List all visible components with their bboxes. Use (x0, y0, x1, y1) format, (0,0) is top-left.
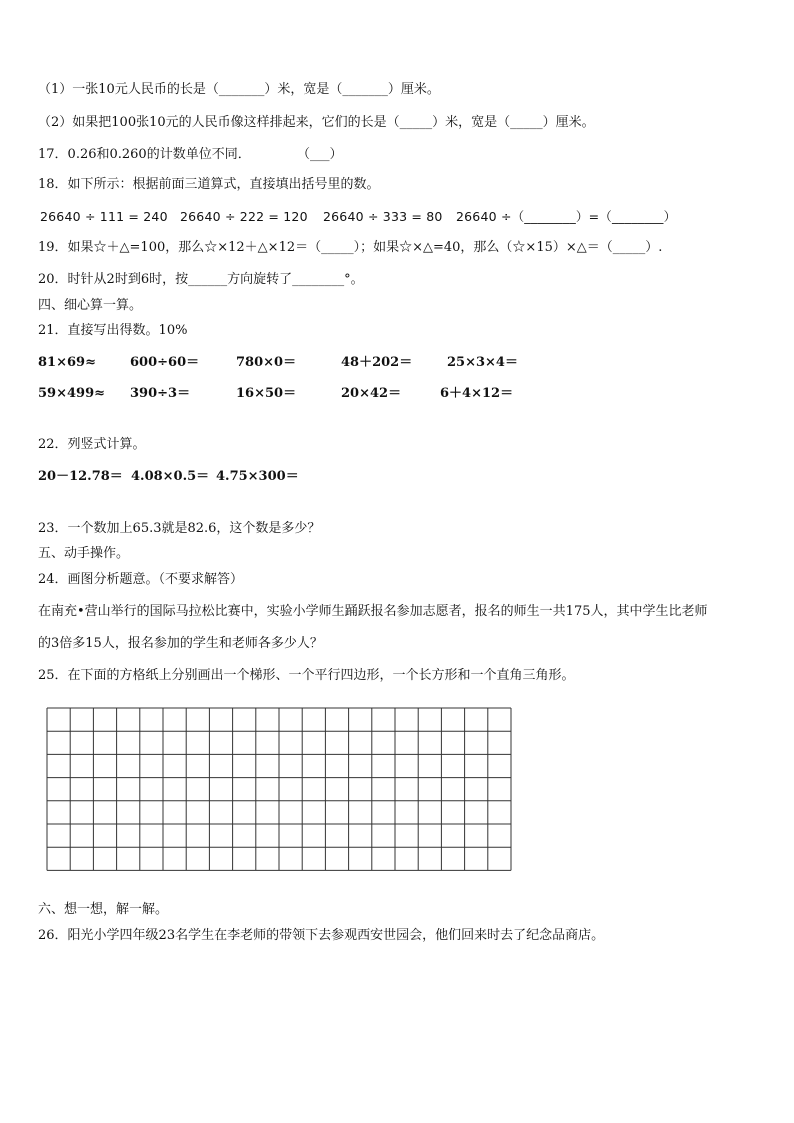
q21-r2-item-3: 16×50＝ (236, 386, 297, 401)
q17-question (38, 146, 343, 164)
q21-r1-item-4: 48＋202＝ (341, 355, 413, 370)
q24-text-line2: 的3倍多15人，报名参加的学生和老师各多少人？ (38, 636, 323, 651)
q18-equation-4: 26640 ÷（________）=（________） (456, 209, 677, 224)
q16-part1: （1）一张10元人民币的长是（_______）米，宽是（_______）厘米。 (38, 82, 440, 97)
q21-r2-item-1: 59×499≈ (38, 386, 106, 401)
grid-paper (46, 707, 514, 885)
q21-r1-item-5: 25×3×4＝ (447, 355, 518, 370)
q18-equation-1: 26640 ÷ 111 = 240 (40, 209, 168, 224)
q17-blank: （___） (297, 147, 343, 162)
q21-r1-item-1: 81×69≈ (38, 355, 96, 370)
q21-r2-item-5: 6＋4×12＝ (440, 386, 514, 401)
q21-r1-item-2: 600÷60＝ (130, 355, 200, 370)
grid-paper-svg (46, 707, 514, 881)
q23-question: 23．一个数加上65.3就是82.6，这个数是多少？ (38, 521, 321, 536)
q22-item-2: 4.08×0.5＝ (131, 469, 210, 484)
q22-title: 22．列竖式计算。 (38, 437, 146, 452)
section-5-title: 五、动手操作。 (38, 546, 130, 561)
q17-text: 17．0.26和0.260的计数单位不同． (38, 147, 251, 162)
q16-part2: （2）如果把100张10元的人民币像这样排起来，它们的长是（_____）米，宽是（_____）厘米。 (38, 115, 595, 130)
q19-question: 19．如果☆＋△=100，那么☆×12＋△×12＝（_____）；如果☆×△=40，那么（☆×15）×△＝（_____）. (38, 240, 663, 255)
section-4-title: 四、细心算一算。 (38, 298, 143, 313)
q21-r2-item-2: 390÷3＝ (130, 386, 191, 401)
q24-title: 24．画图分析题意。（不要求解答） (38, 572, 244, 587)
q25-question: 25．在下面的方格纸上分别画出一个梯形、一个平行四边形，一个长方形和一个直角三角形。 (38, 668, 575, 683)
q18-equation-3: 26640 ÷ 333 = 80 (323, 209, 443, 224)
q24-text-line1: 在南充•营山举行的国际马拉松比赛中，实验小学师生踊跃报名参加志愿者，报名的师生一共175人，其中学生比老师 (38, 604, 708, 619)
q22-item-3: 4.75×300＝ (216, 469, 299, 484)
q22-item-1: 20－12.78＝ (38, 469, 123, 484)
q18-question: 18．如下所示：根据前面三道算式，直接填出括号里的数。 (38, 177, 380, 192)
section-6-title: 六、想一想，解一解。 (38, 902, 169, 917)
q21-r2-item-4: 20×42＝ (341, 386, 402, 401)
q21-r1-item-3: 780×0＝ (236, 355, 297, 370)
q20-question: 20．时针从2时到6时，按______方向旋转了________°。 (38, 272, 364, 287)
q21-title: 21．直接写出得数。10% (38, 323, 188, 338)
q18-equation-2: 26640 ÷ 222 = 120 (180, 209, 308, 224)
q26-question: 26．阳光小学四年级23名学生在李老师的带领下去参观西安世园会，他们回来时去了纪念品商店。 (38, 928, 605, 943)
